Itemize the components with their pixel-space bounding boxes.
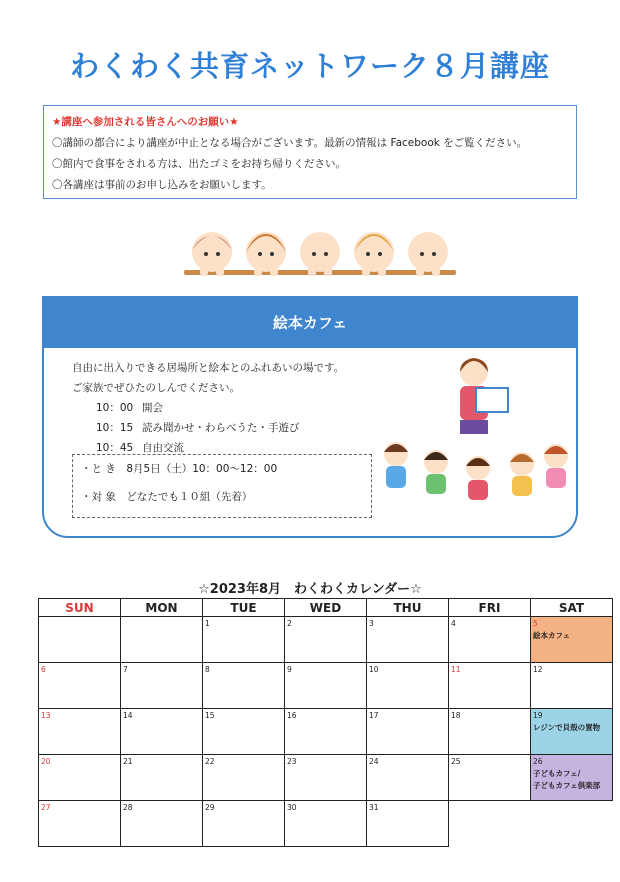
schedule-time: 10：00 bbox=[96, 402, 134, 414]
event-description bbox=[72, 358, 344, 458]
calendar-cell bbox=[367, 801, 449, 847]
calendar-cell bbox=[39, 801, 121, 847]
calendar-cell bbox=[367, 709, 449, 755]
date-number: 2 bbox=[287, 619, 292, 628]
day-header: FRI bbox=[449, 599, 531, 617]
notice-line: 〇各講座は事前のお申し込みをお願いします。 bbox=[52, 179, 272, 191]
date-number: 30 bbox=[287, 803, 297, 812]
calendar-cell bbox=[449, 617, 531, 663]
calendar-cell bbox=[39, 755, 121, 801]
event-desc-line: 自由に出入りできる居場所と絵本とのふれあいの場です。 bbox=[72, 362, 345, 374]
calendar-cell bbox=[203, 801, 285, 847]
calendar-cell bbox=[203, 663, 285, 709]
notice-line: 〇館内で食事をされる方は、出たゴミをお持ち帰りください。 bbox=[52, 158, 346, 170]
date-number: 4 bbox=[451, 619, 456, 628]
date-number: 9 bbox=[287, 665, 292, 674]
date-number: 1 bbox=[205, 619, 210, 628]
day-header: TUE bbox=[203, 599, 285, 617]
calendar-cell-event bbox=[531, 755, 613, 801]
date-number: 12 bbox=[533, 665, 543, 674]
calendar-cell bbox=[285, 755, 367, 801]
calendar-cell bbox=[449, 709, 531, 755]
calendar-cell bbox=[367, 617, 449, 663]
schedule-time: 10：15 bbox=[96, 422, 134, 434]
date-number: 19 bbox=[533, 711, 543, 720]
calendar-cell bbox=[121, 801, 203, 847]
calendar-cell-empty bbox=[531, 801, 613, 847]
calendar-cell-event bbox=[531, 617, 613, 663]
event-who: ・対 象 どなたでも１０組（先着） bbox=[81, 491, 253, 503]
notice-line: 〇講師の都合により講座が中止となる場合がございます。最新の情報は Facebook をご覧ください。 bbox=[52, 137, 528, 149]
calendar-cell bbox=[39, 617, 121, 663]
schedule-label: 読み聞かせ・わらべうた・手遊び bbox=[142, 422, 300, 434]
calendar-cell bbox=[367, 663, 449, 709]
date-number: 11 bbox=[451, 665, 461, 674]
calendar-cell-event bbox=[531, 709, 613, 755]
day-header: WED bbox=[285, 599, 367, 617]
calendar-cell bbox=[203, 617, 285, 663]
date-number: 29 bbox=[205, 803, 215, 812]
calendar-cell bbox=[39, 663, 121, 709]
calendar-cell bbox=[367, 755, 449, 801]
event-when: ・と き 8月5日（土）10：00～12：00 bbox=[81, 463, 278, 475]
audience-children-illustration bbox=[378, 436, 574, 506]
date-number: 22 bbox=[205, 757, 215, 766]
date-number: 27 bbox=[41, 803, 51, 812]
notice-heading: ★講座へ参加される皆さんへのお願い★ bbox=[52, 116, 239, 128]
date-number: 31 bbox=[369, 803, 379, 812]
schedule-label: 自由交流 bbox=[142, 442, 184, 454]
storyteller-illustration bbox=[448, 354, 518, 442]
date-number: 26 bbox=[533, 757, 543, 766]
event-title: 絵本カフェ bbox=[44, 298, 576, 348]
date-number: 20 bbox=[41, 757, 51, 766]
event-desc-line: ご家族でぜひたのしんでください。 bbox=[72, 382, 240, 394]
notice-box bbox=[43, 105, 577, 199]
date-number: 18 bbox=[451, 711, 461, 720]
calendar-cell bbox=[285, 709, 367, 755]
calendar-cell bbox=[531, 663, 613, 709]
date-number: 10 bbox=[369, 665, 379, 674]
calendar-cell bbox=[39, 709, 121, 755]
calendar-cell bbox=[285, 617, 367, 663]
calendar-cell bbox=[203, 709, 285, 755]
date-number: 5 bbox=[533, 619, 538, 628]
event-label: 絵本カフェ bbox=[533, 631, 571, 640]
date-number: 3 bbox=[369, 619, 374, 628]
date-number: 14 bbox=[123, 711, 133, 720]
date-number: 25 bbox=[451, 757, 461, 766]
day-header: SUN bbox=[39, 599, 121, 617]
event-label: レジンで貝殻の置物 bbox=[533, 723, 601, 732]
event-label: 子どもカフェ倶楽部 bbox=[533, 781, 601, 790]
calendar-cell-empty bbox=[449, 801, 531, 847]
date-number: 17 bbox=[369, 711, 379, 720]
date-number: 24 bbox=[369, 757, 379, 766]
day-header: MON bbox=[121, 599, 203, 617]
calendar-cell bbox=[121, 663, 203, 709]
calendar-cell bbox=[449, 663, 531, 709]
date-number: 7 bbox=[123, 665, 128, 674]
calendar-cell bbox=[285, 663, 367, 709]
day-header: THU bbox=[367, 599, 449, 617]
event-card bbox=[42, 296, 578, 538]
date-number: 6 bbox=[41, 665, 46, 674]
event-label: 子どもカフェ/ bbox=[533, 769, 581, 778]
date-number: 13 bbox=[41, 711, 51, 720]
event-details-box bbox=[72, 454, 372, 518]
schedule-time: 10：45 bbox=[96, 442, 134, 454]
schedule-item bbox=[96, 418, 344, 438]
calendar-table bbox=[38, 598, 613, 847]
calendar-cell bbox=[121, 617, 203, 663]
date-number: 16 bbox=[287, 711, 297, 720]
schedule-label: 開会 bbox=[142, 402, 163, 414]
calendar-cell bbox=[449, 755, 531, 801]
date-number: 15 bbox=[205, 711, 215, 720]
calendar-cell bbox=[121, 709, 203, 755]
calendar-title: ☆2023年8月 わくわくカレンダー☆ bbox=[198, 582, 422, 597]
calendar-cell bbox=[121, 755, 203, 801]
children-illustration bbox=[180, 218, 460, 294]
calendar-cell bbox=[203, 755, 285, 801]
schedule-item bbox=[96, 398, 344, 418]
calendar-cell bbox=[285, 801, 367, 847]
date-number: 8 bbox=[205, 665, 210, 674]
page-title: わくわく共育ネットワーク８月講座 bbox=[69, 49, 550, 83]
day-header: SAT bbox=[531, 599, 613, 617]
date-number: 23 bbox=[287, 757, 297, 766]
date-number: 28 bbox=[123, 803, 133, 812]
date-number: 21 bbox=[123, 757, 133, 766]
